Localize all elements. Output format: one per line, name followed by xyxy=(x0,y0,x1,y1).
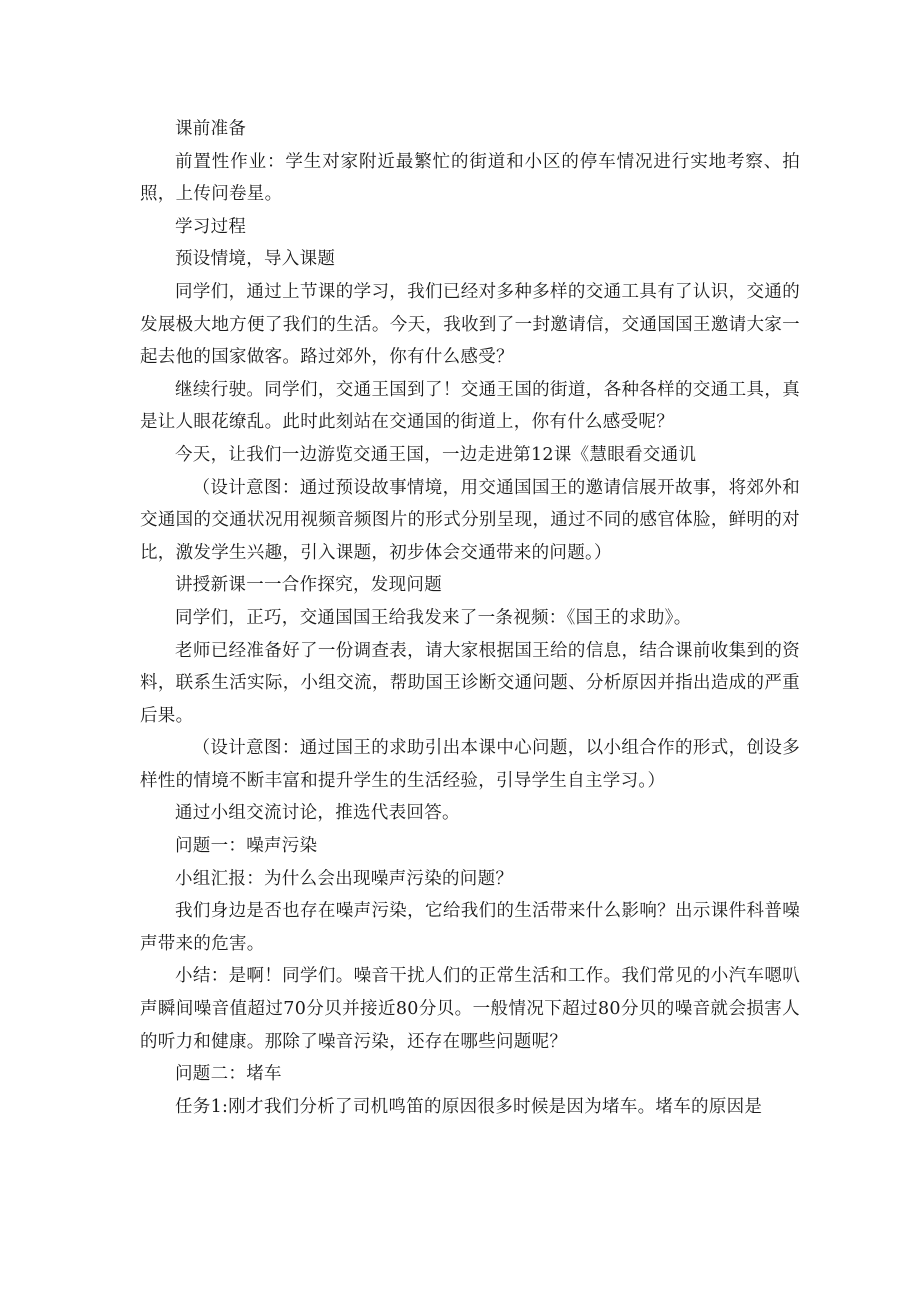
paragraph-prework: 前置性作业：学生对家附近最繁忙的街道和小区的停车情况进行实地考察、拍照，上传问卷星。 xyxy=(140,151,800,205)
paragraph-task-1: 任务1:刚才我们分析了司机鸣笛的原因很多时候是因为堵车。堵车的原因是 xyxy=(175,1096,763,1117)
paragraph-king-video: 同学们，正巧，交通国国王给我发来了一条视频：《国王的求助》。 xyxy=(175,607,692,628)
heading-learning-process: 学习过程 xyxy=(175,216,247,237)
paragraph-group-report: 小组汇报：为什么会出现噪声污染的问题？ xyxy=(175,868,514,889)
paragraph-design-intent-1: （设计意图：通过预设故事情境，用交通国国王的邀请信展开故事，将郊外和交通国的交通状况用视频音频图片的形式分别呈现，通过不同的感官体脸，鲜明的对比，激发学生兴趣，引入课题，初步体会交通带来的问题。） xyxy=(140,477,800,563)
paragraph-traffic-kingdom: 继续行驶。同学们，交通王国到了！交通王国的街道，各种各样的交通工具，真是让人眼花缭乱。此时此刻站在交通国的街道上，你有什么感受呢？ xyxy=(140,379,800,433)
paragraph-invitation: 同学们，通过上节课的学习，我们已经对多种多样的交通工具有了认识，交通的发展极大地方便了我们的生活。今天，我收到了一封邀请信，交通国国王邀请大家一起去他的国家做客。路过郊外，你有什么感受？ xyxy=(140,281,800,368)
paragraph-group-discussion: 通过小组交流讨论，推选代表回答。 xyxy=(175,803,460,824)
heading-problem-2: 问题二：堵车 xyxy=(175,1064,282,1085)
heading-new-lesson: 讲授新课一一合作探究，发现问题 xyxy=(175,575,442,596)
paragraph-summary: 小结：是啊！同学们。噪音干扰人们的正常生活和工作。我们常见的小汽车嗯叭声瞬间噪音值超过70分贝并接近80分贝。一般情况下超过80分贝的噪音就会损害人的听力和健康。那除了噪音污染，还存在哪些问题呢？ xyxy=(140,966,800,1052)
heading-pre-class-preparation: 课前准备 xyxy=(175,119,247,139)
paragraph-design-intent-2: （设计意图：通过国王的求助引出本课中心问题，以小组合作的形式，创设多样性的情境不断丰富和提升学生的生活经验，引导学生自主学习。） xyxy=(140,738,800,791)
paragraph-survey: 老师已经准备好了一份调查表，请大家根据国王给的信息，结合课前收集到的资料，联系生活实际，小组交流，帮助国王诊断交通问题、分析原因并指出造成的严重后果。 xyxy=(140,640,800,726)
heading-problem-1: 问题一：噪声污染 xyxy=(175,836,318,857)
document-body xyxy=(140,113,800,1123)
paragraph-noise-impact: 我们身边是否也存在噪声污染，它给我们的生活带来什么影响？出示课件科普噪声带来的危害。 xyxy=(140,901,800,954)
heading-scenario-intro: 预设情境，导入课题 xyxy=(175,249,336,270)
paragraph-lesson-12: 今天，让我们一边游览交通王国，一边走进第12课《慧眼看交通讥 xyxy=(175,444,697,465)
